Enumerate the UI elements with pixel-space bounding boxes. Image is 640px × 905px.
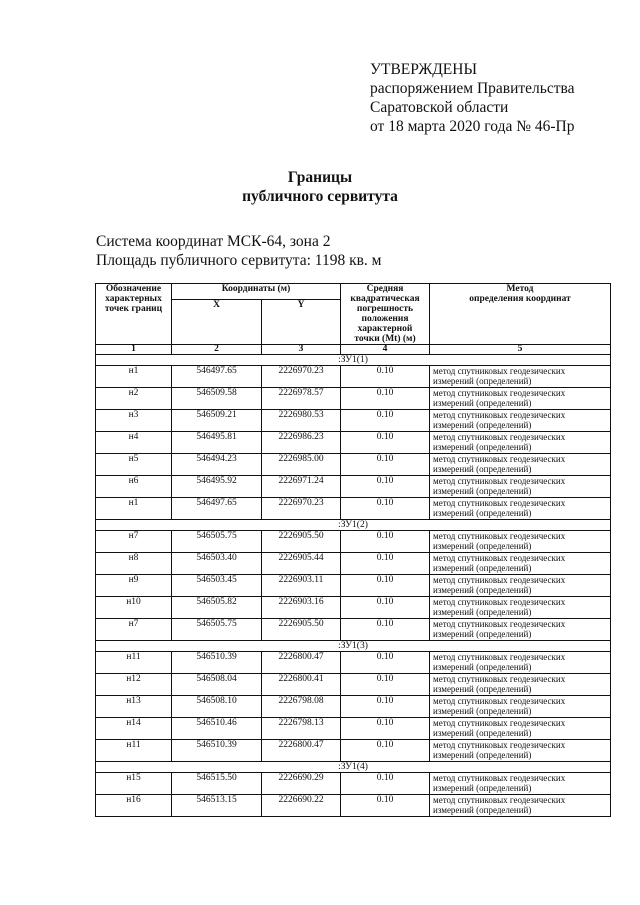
cell-x: 546509.21 [172,410,262,432]
header-point: Обозначение характерных точек границ [96,284,172,345]
table-row [96,619,611,641]
coord-system-text: Система координат МСК-64, зона 2 [96,233,331,250]
cell-point: н1 [96,498,172,520]
cell-x: 546495.92 [172,476,262,498]
cell-method: метод спутниковых геодезических измерений (определений) [430,619,611,641]
section-row [96,641,611,652]
cell-x: 546509.58 [172,388,262,410]
cell-method: метод спутниковых геодезических измерений (определений) [430,553,611,575]
cell-method: метод спутниковых геодезических измерений (определений) [430,454,611,476]
cell-error: 0.10 [341,652,430,674]
document-title [0,168,640,206]
table-row [96,652,611,674]
cell-y: 2226903.11 [262,575,341,597]
table-row [96,498,611,520]
cell-x: 546503.40 [172,553,262,575]
cell-method: метод спутниковых геодезических измерений (определений) [430,674,611,696]
header-y: Y [262,300,341,345]
cell-y: 2226903.16 [262,597,341,619]
cell-y: 2226978.57 [262,388,341,410]
cell-error: 0.10 [341,696,430,718]
cell-point: н12 [96,674,172,696]
table-row [96,740,611,762]
cell-error: 0.10 [341,410,430,432]
cell-point: н7 [96,619,172,641]
cell-point: н3 [96,410,172,432]
col-number: 5 [430,345,611,355]
header-x: X [172,300,262,345]
cell-y: 2226905.44 [262,553,341,575]
cell-y: 2226690.22 [262,795,341,817]
table-row [96,366,611,388]
cell-error: 0.10 [341,740,430,762]
cell-point: н10 [96,597,172,619]
coordinates-table [95,283,611,817]
table-row [96,718,611,740]
area-text: Площадь публичного сервитута: 1198 кв. м [96,252,382,269]
cell-x: 546503.45 [172,575,262,597]
table-row [96,388,611,410]
section-row [96,355,611,366]
col-number: 4 [341,345,430,355]
cell-method: метод спутниковых геодезических измерений (определений) [430,696,611,718]
cell-y: 2226905.50 [262,619,341,641]
cell-y: 2226798.13 [262,718,341,740]
header-method: Метод определения координат [430,284,611,345]
table-row [96,432,611,454]
cell-y: 2226970.23 [262,498,341,520]
cell-y: 2226800.41 [262,674,341,696]
table-row [96,773,611,795]
cell-point: н14 [96,718,172,740]
cell-method: метод спутниковых геодезических измерений (определений) [430,575,611,597]
col-number: 1 [96,345,172,355]
cell-method: метод спутниковых геодезических измерений (определений) [430,718,611,740]
cell-method: метод спутниковых геодезических измерений (определений) [430,740,611,762]
cell-x: 546510.39 [172,740,262,762]
cell-y: 2226971.24 [262,476,341,498]
cell-x: 546495.81 [172,432,262,454]
header-error: Средняя квадратическая погрешность положения характерной точки (Mt) (м) [341,284,430,345]
table-row [96,795,611,817]
cell-method: метод спутниковых геодезических измерений (определений) [430,388,611,410]
approval-line-1: УТВЕРЖДЕНЫ [370,61,477,78]
cell-x: 546508.04 [172,674,262,696]
cell-x: 546513.15 [172,795,262,817]
table-row [96,476,611,498]
section-label: :ЗУ1(2) [96,520,611,531]
cell-error: 0.10 [341,674,430,696]
cell-point: н9 [96,575,172,597]
section-row [96,520,611,531]
title-line-1: Границы [287,169,353,186]
section-row [96,762,611,773]
table-row [96,696,611,718]
cell-x: 546510.39 [172,652,262,674]
cell-error: 0.10 [341,619,430,641]
approval-line-2: распоряжением Правительства [370,80,575,97]
table-row [96,674,611,696]
cell-point: н11 [96,652,172,674]
column-numbers-row [96,345,611,355]
cell-error: 0.10 [341,366,430,388]
cell-error: 0.10 [341,432,430,454]
cell-y: 2226798.08 [262,696,341,718]
cell-x: 546508.10 [172,696,262,718]
table-row [96,410,611,432]
cell-method: метод спутниковых геодезических измерений (определений) [430,410,611,432]
table-header [96,284,611,355]
cell-x: 546497.65 [172,366,262,388]
col-number: 3 [262,345,341,355]
cell-point: н5 [96,454,172,476]
cell-error: 0.10 [341,498,430,520]
cell-x: 546505.75 [172,619,262,641]
cell-point: н11 [96,740,172,762]
cell-point: н16 [96,795,172,817]
col-number: 2 [172,345,262,355]
table-row [96,531,611,553]
cell-y: 2226800.47 [262,740,341,762]
cell-method: метод спутниковых геодезических измерений (определений) [430,531,611,553]
cell-error: 0.10 [341,773,430,795]
cell-x: 546497.65 [172,498,262,520]
approval-line-4: от 18 марта 2020 года № 46-Пр [370,118,575,135]
cell-error: 0.10 [341,531,430,553]
approval-block [370,60,575,136]
cell-x: 546505.75 [172,531,262,553]
section-label: :ЗУ1(1) [96,355,611,366]
header-coords: Координаты (м) [172,284,341,300]
table-row [96,553,611,575]
cell-y: 2226986.23 [262,432,341,454]
cell-error: 0.10 [341,388,430,410]
approval-line-3: Саратовской области [370,99,509,116]
cell-point: н8 [96,553,172,575]
cell-y: 2226905.50 [262,531,341,553]
cell-error: 0.10 [341,476,430,498]
cell-y: 2226800.47 [262,652,341,674]
section-label: :ЗУ1(4) [96,762,611,773]
cell-point: н13 [96,696,172,718]
document-meta [96,232,382,270]
cell-error: 0.10 [341,553,430,575]
cell-y: 2226690.29 [262,773,341,795]
cell-error: 0.10 [341,575,430,597]
cell-method: метод спутниковых геодезических измерений (определений) [430,366,611,388]
cell-point: н2 [96,388,172,410]
cell-error: 0.10 [341,597,430,619]
cell-x: 546494.23 [172,454,262,476]
table-body [96,355,611,817]
cell-y: 2226985.00 [262,454,341,476]
table-row [96,597,611,619]
cell-x: 546505.82 [172,597,262,619]
cell-error: 0.10 [341,795,430,817]
cell-y: 2226970.23 [262,366,341,388]
cell-x: 546510.46 [172,718,262,740]
cell-method: метод спутниковых геодезических измерений (определений) [430,498,611,520]
cell-method: метод спутниковых геодезических измерений (определений) [430,795,611,817]
title-line-2: публичного сервитута [242,188,398,205]
cell-y: 2226980.53 [262,410,341,432]
cell-point: н4 [96,432,172,454]
cell-method: метод спутниковых геодезических измерений (определений) [430,597,611,619]
cell-point: н15 [96,773,172,795]
section-label: :ЗУ1(3) [96,641,611,652]
table-row [96,575,611,597]
cell-point: н7 [96,531,172,553]
cell-method: метод спутниковых геодезических измерений (определений) [430,432,611,454]
table-row [96,454,611,476]
cell-error: 0.10 [341,718,430,740]
cell-point: н6 [96,476,172,498]
cell-point: н1 [96,366,172,388]
cell-method: метод спутниковых геодезических измерений (определений) [430,773,611,795]
cell-error: 0.10 [341,454,430,476]
cell-x: 546515.50 [172,773,262,795]
cell-method: метод спутниковых геодезических измерений (определений) [430,652,611,674]
cell-method: метод спутниковых геодезических измерений (определений) [430,476,611,498]
